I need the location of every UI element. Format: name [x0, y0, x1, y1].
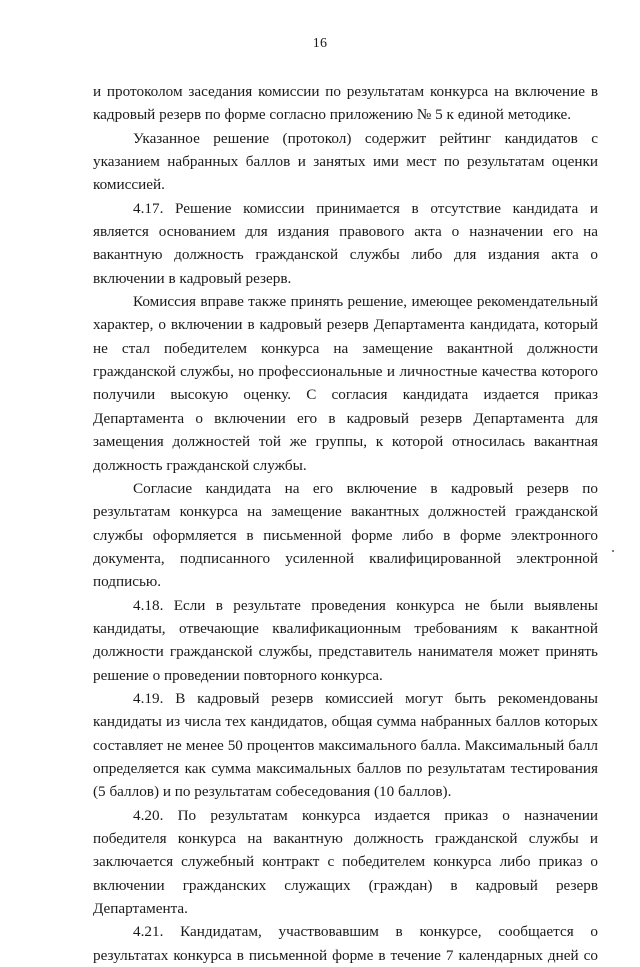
text-line: 4.17. Решение комиссии принимается в отсутствие кандидата и [133, 199, 598, 217]
text-line: победителя конкурса на вакантную должность гражданской службы и [93, 830, 598, 847]
text-line: указанием набранных баллов и занятых ими мест по результатам оценки [93, 153, 598, 171]
paragraph-4-21 [93, 920, 598, 967]
scan-speck [612, 550, 614, 552]
text-line: подписью. [93, 573, 162, 591]
text-line: комиссией. [93, 176, 165, 194]
text-line: и протоколом заседания комиссии по результатам конкурса на включение в [93, 83, 598, 100]
text-line: кадровый резерв по форме согласно приложению № 5 к единой методике. [93, 106, 572, 124]
paragraph-4-17 [93, 197, 598, 290]
paragraph-recommendation [93, 290, 598, 477]
text-line: результатах конкурса в письменной форме в течение 7 календарных дней со [93, 946, 598, 964]
text-line: не стал победителем конкурса на замещение вакантной должности [93, 339, 598, 357]
text-line: вакантную должность гражданской службы либо для издания акта о [93, 246, 598, 264]
text-line: 4.21. Кандидатам, участвовавшим в конкурсе, сообщается о [133, 923, 598, 941]
text-line: результатам конкурса на замещение вакантных должностей гражданской [93, 503, 598, 521]
text-line: замещения должностей той же группы, к которой относилась вакантная [93, 433, 598, 451]
text-line: службы оформляется в письменной форме либо в форме электронного [93, 526, 598, 544]
text-line: составляет не менее 50 процентов максимального балла. Максимальный балл [93, 736, 598, 754]
paragraph-4-19 [93, 687, 598, 804]
text-line: Комиссия вправе также принять решение, имеющее рекомендательный [133, 293, 598, 311]
paragraph-decision-rating [93, 127, 598, 197]
paragraph-consent [93, 477, 598, 594]
text-line: заключается служебный контракт с победителем конкурса либо приказ о [93, 853, 598, 871]
text-line: должности гражданской службы, представитель нанимателя может принять [93, 643, 598, 661]
text-line: Департамента о включении его в кадровый резерв Департамента для [93, 409, 598, 427]
text-line: Согласие кандидата на его включение в кадровый резерв по [133, 479, 598, 497]
page-number: 16 [312, 36, 328, 51]
text-line: документа, подписанного усиленной квалифицированной электронной [93, 549, 598, 567]
text-line: характер, о включении в кадровый резерв Департамента кандидата, который [93, 316, 598, 334]
paragraph-4-18 [93, 594, 598, 687]
text-line: Указанное решение (протокол) содержит рейтинг кандидатов с [133, 129, 598, 147]
document-body [93, 80, 598, 967]
text-line: включении гражданских служащих (граждан) в кадровый резерв [93, 876, 598, 894]
text-line: кандидаты из числа тех кандидатов, общая сумма набранных баллов которых [93, 713, 598, 731]
paragraph-4-20 [93, 804, 598, 921]
text-line: определяется как сумма максимальных баллов по результатам тестирования [93, 759, 598, 777]
text-line: 4.18. Если в результате проведения конкурса не были выявлены [133, 596, 598, 614]
text-line: Департамента. [93, 900, 188, 918]
text-line: 4.19. В кадровый резерв комиссией могут быть рекомендованы [133, 689, 598, 707]
text-line: является основанием для издания правового акта о назначении его на [93, 223, 598, 241]
text-line: получили высокую оценку. С согласия кандидата издается приказ [93, 386, 598, 404]
text-line: 4.20. По результатам конкурса издается приказ о назначении [133, 806, 598, 824]
text-line: решение о проведении повторного конкурса. [93, 666, 383, 684]
paragraph-protocol-continuation [93, 80, 598, 127]
text-line: гражданской службы, но профессиональные и личностные качества которого [93, 363, 598, 381]
text-line: должность гражданской службы. [93, 456, 307, 474]
text-line: включении в кадровый резерв. [93, 269, 292, 287]
text-line: (5 баллов) и по результатам собеседования (10 баллов). [93, 783, 452, 801]
text-line: кандидаты, отвечающие квалификационным требованиям к вакантной [93, 619, 598, 637]
